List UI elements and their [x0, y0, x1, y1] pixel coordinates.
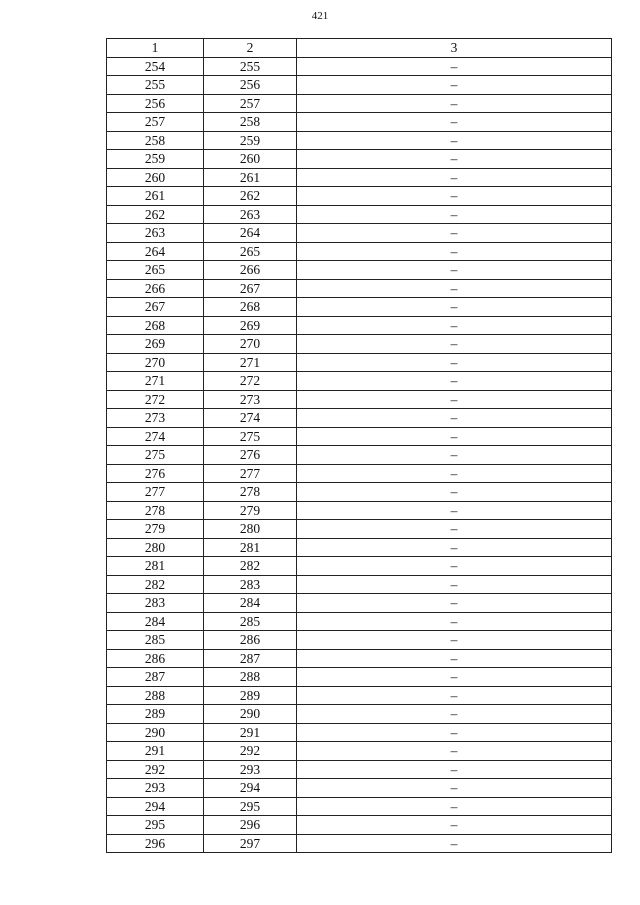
table-row — [107, 797, 612, 816]
table-cell-col-2: 284 — [204, 594, 297, 613]
table-cell-col-3: – — [297, 316, 612, 335]
table-cell-col-1: 294 — [107, 797, 204, 816]
table-row — [107, 57, 612, 76]
table-cell-col-3: – — [297, 464, 612, 483]
table-cell-col-1: 280 — [107, 538, 204, 557]
table-cell-col-3: – — [297, 538, 612, 557]
table-cell-col-1: 257 — [107, 113, 204, 132]
table-cell-col-1: 286 — [107, 649, 204, 668]
table-cell-col-2: 256 — [204, 76, 297, 95]
header-row — [107, 39, 612, 58]
table-row — [107, 187, 612, 206]
table-cell-col-2: 260 — [204, 150, 297, 169]
table-row — [107, 131, 612, 150]
table-cell-col-3: – — [297, 187, 612, 206]
table-cell-col-1: 295 — [107, 816, 204, 835]
table-cell-col-3: – — [297, 427, 612, 446]
table-cell-col-2: 289 — [204, 686, 297, 705]
table-cell-col-2: 286 — [204, 631, 297, 650]
table-cell-col-3: – — [297, 150, 612, 169]
table-row — [107, 94, 612, 113]
table-cell-col-1: 268 — [107, 316, 204, 335]
table-row — [107, 557, 612, 576]
table-cell-col-1: 296 — [107, 834, 204, 853]
table-cell-col-1: 258 — [107, 131, 204, 150]
table-cell-col-3: – — [297, 57, 612, 76]
table-cell-col-2: 268 — [204, 298, 297, 317]
table-cell-col-3: – — [297, 686, 612, 705]
table-row — [107, 723, 612, 742]
table-row — [107, 390, 612, 409]
table-cell-col-3: – — [297, 353, 612, 372]
table-cell-col-3: – — [297, 520, 612, 539]
table-cell-col-2: 297 — [204, 834, 297, 853]
table-cell-col-1: 270 — [107, 353, 204, 372]
table-cell-col-2: 255 — [204, 57, 297, 76]
table-cell-col-1: 254 — [107, 57, 204, 76]
table-cell-col-1: 263 — [107, 224, 204, 243]
table-cell-col-1: 255 — [107, 76, 204, 95]
table-row — [107, 834, 612, 853]
table-cell-col-1: 276 — [107, 464, 204, 483]
table-row — [107, 779, 612, 798]
table-cell-col-1: 259 — [107, 150, 204, 169]
table-cell-col-3: – — [297, 335, 612, 354]
table-cell-col-2: 288 — [204, 668, 297, 687]
table-cell-col-2: 283 — [204, 575, 297, 594]
table-cell-col-3: – — [297, 668, 612, 687]
table-cell-col-2: 281 — [204, 538, 297, 557]
table-cell-col-1: 288 — [107, 686, 204, 705]
column-header-3: 3 — [297, 39, 612, 58]
page-number: 421 — [311, 10, 329, 22]
table-cell-col-3: – — [297, 409, 612, 428]
table-row — [107, 686, 612, 705]
table-cell-col-3: – — [297, 242, 612, 261]
table-cell-col-3: – — [297, 816, 612, 835]
table-row — [107, 427, 612, 446]
table-cell-col-1: 264 — [107, 242, 204, 261]
table-cell-col-3: – — [297, 94, 612, 113]
table-cell-col-3: – — [297, 742, 612, 761]
table-row — [107, 816, 612, 835]
table-cell-col-3: – — [297, 224, 612, 243]
table-row — [107, 631, 612, 650]
table-row — [107, 279, 612, 298]
table-cell-col-1: 271 — [107, 372, 204, 391]
table-cell-col-3: – — [297, 279, 612, 298]
table-cell-col-1: 291 — [107, 742, 204, 761]
table-cell-col-3: – — [297, 113, 612, 132]
table-cell-col-3: – — [297, 446, 612, 465]
table-row — [107, 742, 612, 761]
table-cell-col-3: – — [297, 575, 612, 594]
table-cell-col-2: 287 — [204, 649, 297, 668]
table-cell-col-2: 274 — [204, 409, 297, 428]
table-cell-col-2: 258 — [204, 113, 297, 132]
table-cell-col-2: 282 — [204, 557, 297, 576]
table-cell-col-2: 270 — [204, 335, 297, 354]
column-header-1: 1 — [107, 39, 204, 58]
table-cell-col-2: 269 — [204, 316, 297, 335]
table-cell-col-3: – — [297, 372, 612, 391]
table-cell-col-3: – — [297, 168, 612, 187]
table-cell-col-3: – — [297, 594, 612, 613]
table-row — [107, 705, 612, 724]
table-cell-col-2: 278 — [204, 483, 297, 502]
table-cell-col-1: 284 — [107, 612, 204, 631]
table-cell-col-1: 278 — [107, 501, 204, 520]
table-row — [107, 483, 612, 502]
table-cell-col-2: 273 — [204, 390, 297, 409]
table-cell-col-1: 287 — [107, 668, 204, 687]
table-row — [107, 335, 612, 354]
table-cell-col-1: 293 — [107, 779, 204, 798]
table-cell-col-3: – — [297, 797, 612, 816]
table-cell-col-1: 283 — [107, 594, 204, 613]
table-row — [107, 649, 612, 668]
table-cell-col-2: 261 — [204, 168, 297, 187]
table-cell-col-2: 266 — [204, 261, 297, 280]
table-cell-col-3: – — [297, 705, 612, 724]
table-cell-col-3: – — [297, 298, 612, 317]
table-cell-col-1: 277 — [107, 483, 204, 502]
table-cell-col-2: 275 — [204, 427, 297, 446]
table-cell-col-1: 262 — [107, 205, 204, 224]
table-row — [107, 538, 612, 557]
table-cell-col-2: 296 — [204, 816, 297, 835]
table-cell-col-3: – — [297, 501, 612, 520]
table-cell-col-1: 274 — [107, 427, 204, 446]
table-row — [107, 464, 612, 483]
table-cell-col-2: 280 — [204, 520, 297, 539]
table-cell-col-3: – — [297, 483, 612, 502]
table-cell-col-1: 290 — [107, 723, 204, 742]
table-row — [107, 520, 612, 539]
table-cell-col-1: 267 — [107, 298, 204, 317]
table-row — [107, 261, 612, 280]
table-cell-col-1: 265 — [107, 261, 204, 280]
table-cell-col-1: 256 — [107, 94, 204, 113]
table-row — [107, 113, 612, 132]
table-row — [107, 501, 612, 520]
table-row — [107, 353, 612, 372]
table-cell-col-2: 271 — [204, 353, 297, 372]
table-row — [107, 150, 612, 169]
table-cell-col-1: 269 — [107, 335, 204, 354]
table-cell-col-3: – — [297, 760, 612, 779]
table-cell-col-2: 272 — [204, 372, 297, 391]
table-cell-col-2: 295 — [204, 797, 297, 816]
table-cell-col-1: 292 — [107, 760, 204, 779]
table-cell-col-3: – — [297, 390, 612, 409]
table-cell-col-2: 279 — [204, 501, 297, 520]
table-row — [107, 168, 612, 187]
table-cell-col-2: 262 — [204, 187, 297, 206]
table-row — [107, 298, 612, 317]
table-cell-col-2: 263 — [204, 205, 297, 224]
table-cell-col-1: 289 — [107, 705, 204, 724]
table-row — [107, 760, 612, 779]
table-body — [107, 57, 612, 853]
table-cell-col-3: – — [297, 261, 612, 280]
table-row — [107, 446, 612, 465]
table-cell-col-2: 265 — [204, 242, 297, 261]
table-row — [107, 594, 612, 613]
table-cell-col-1: 279 — [107, 520, 204, 539]
table-cell-col-2: 293 — [204, 760, 297, 779]
table-cell-col-3: – — [297, 779, 612, 798]
table-cell-col-3: – — [297, 76, 612, 95]
table-cell-col-2: 285 — [204, 612, 297, 631]
table-cell-col-1: 266 — [107, 279, 204, 298]
table-row — [107, 409, 612, 428]
table-cell-col-2: 290 — [204, 705, 297, 724]
table-cell-col-2: 257 — [204, 94, 297, 113]
table-row — [107, 575, 612, 594]
table-cell-col-3: – — [297, 631, 612, 650]
table-cell-col-3: – — [297, 205, 612, 224]
table-cell-col-1: 261 — [107, 187, 204, 206]
table-row — [107, 316, 612, 335]
table-cell-col-1: 281 — [107, 557, 204, 576]
table-cell-col-3: – — [297, 131, 612, 150]
table-cell-col-2: 291 — [204, 723, 297, 742]
table-cell-col-3: – — [297, 834, 612, 853]
table-cell-col-3: – — [297, 723, 612, 742]
table-cell-col-3: – — [297, 649, 612, 668]
table-cell-col-1: 273 — [107, 409, 204, 428]
table-row — [107, 205, 612, 224]
table-row — [107, 242, 612, 261]
table-cell-col-2: 264 — [204, 224, 297, 243]
table-row — [107, 668, 612, 687]
table-cell-col-1: 272 — [107, 390, 204, 409]
table-cell-col-1: 275 — [107, 446, 204, 465]
table-row — [107, 76, 612, 95]
table-row — [107, 612, 612, 631]
table-header — [107, 39, 612, 58]
table-cell-col-1: 260 — [107, 168, 204, 187]
table-cell-col-2: 267 — [204, 279, 297, 298]
table-cell-col-1: 282 — [107, 575, 204, 594]
table-cell-col-2: 276 — [204, 446, 297, 465]
table-row — [107, 224, 612, 243]
table-cell-col-2: 259 — [204, 131, 297, 150]
table-row — [107, 372, 612, 391]
table-cell-col-3: – — [297, 557, 612, 576]
column-header-2: 2 — [204, 39, 297, 58]
table-cell-col-3: – — [297, 612, 612, 631]
table-cell-col-1: 285 — [107, 631, 204, 650]
table-cell-col-2: 294 — [204, 779, 297, 798]
table-cell-col-2: 277 — [204, 464, 297, 483]
data-table — [106, 38, 612, 853]
table-cell-col-2: 292 — [204, 742, 297, 761]
